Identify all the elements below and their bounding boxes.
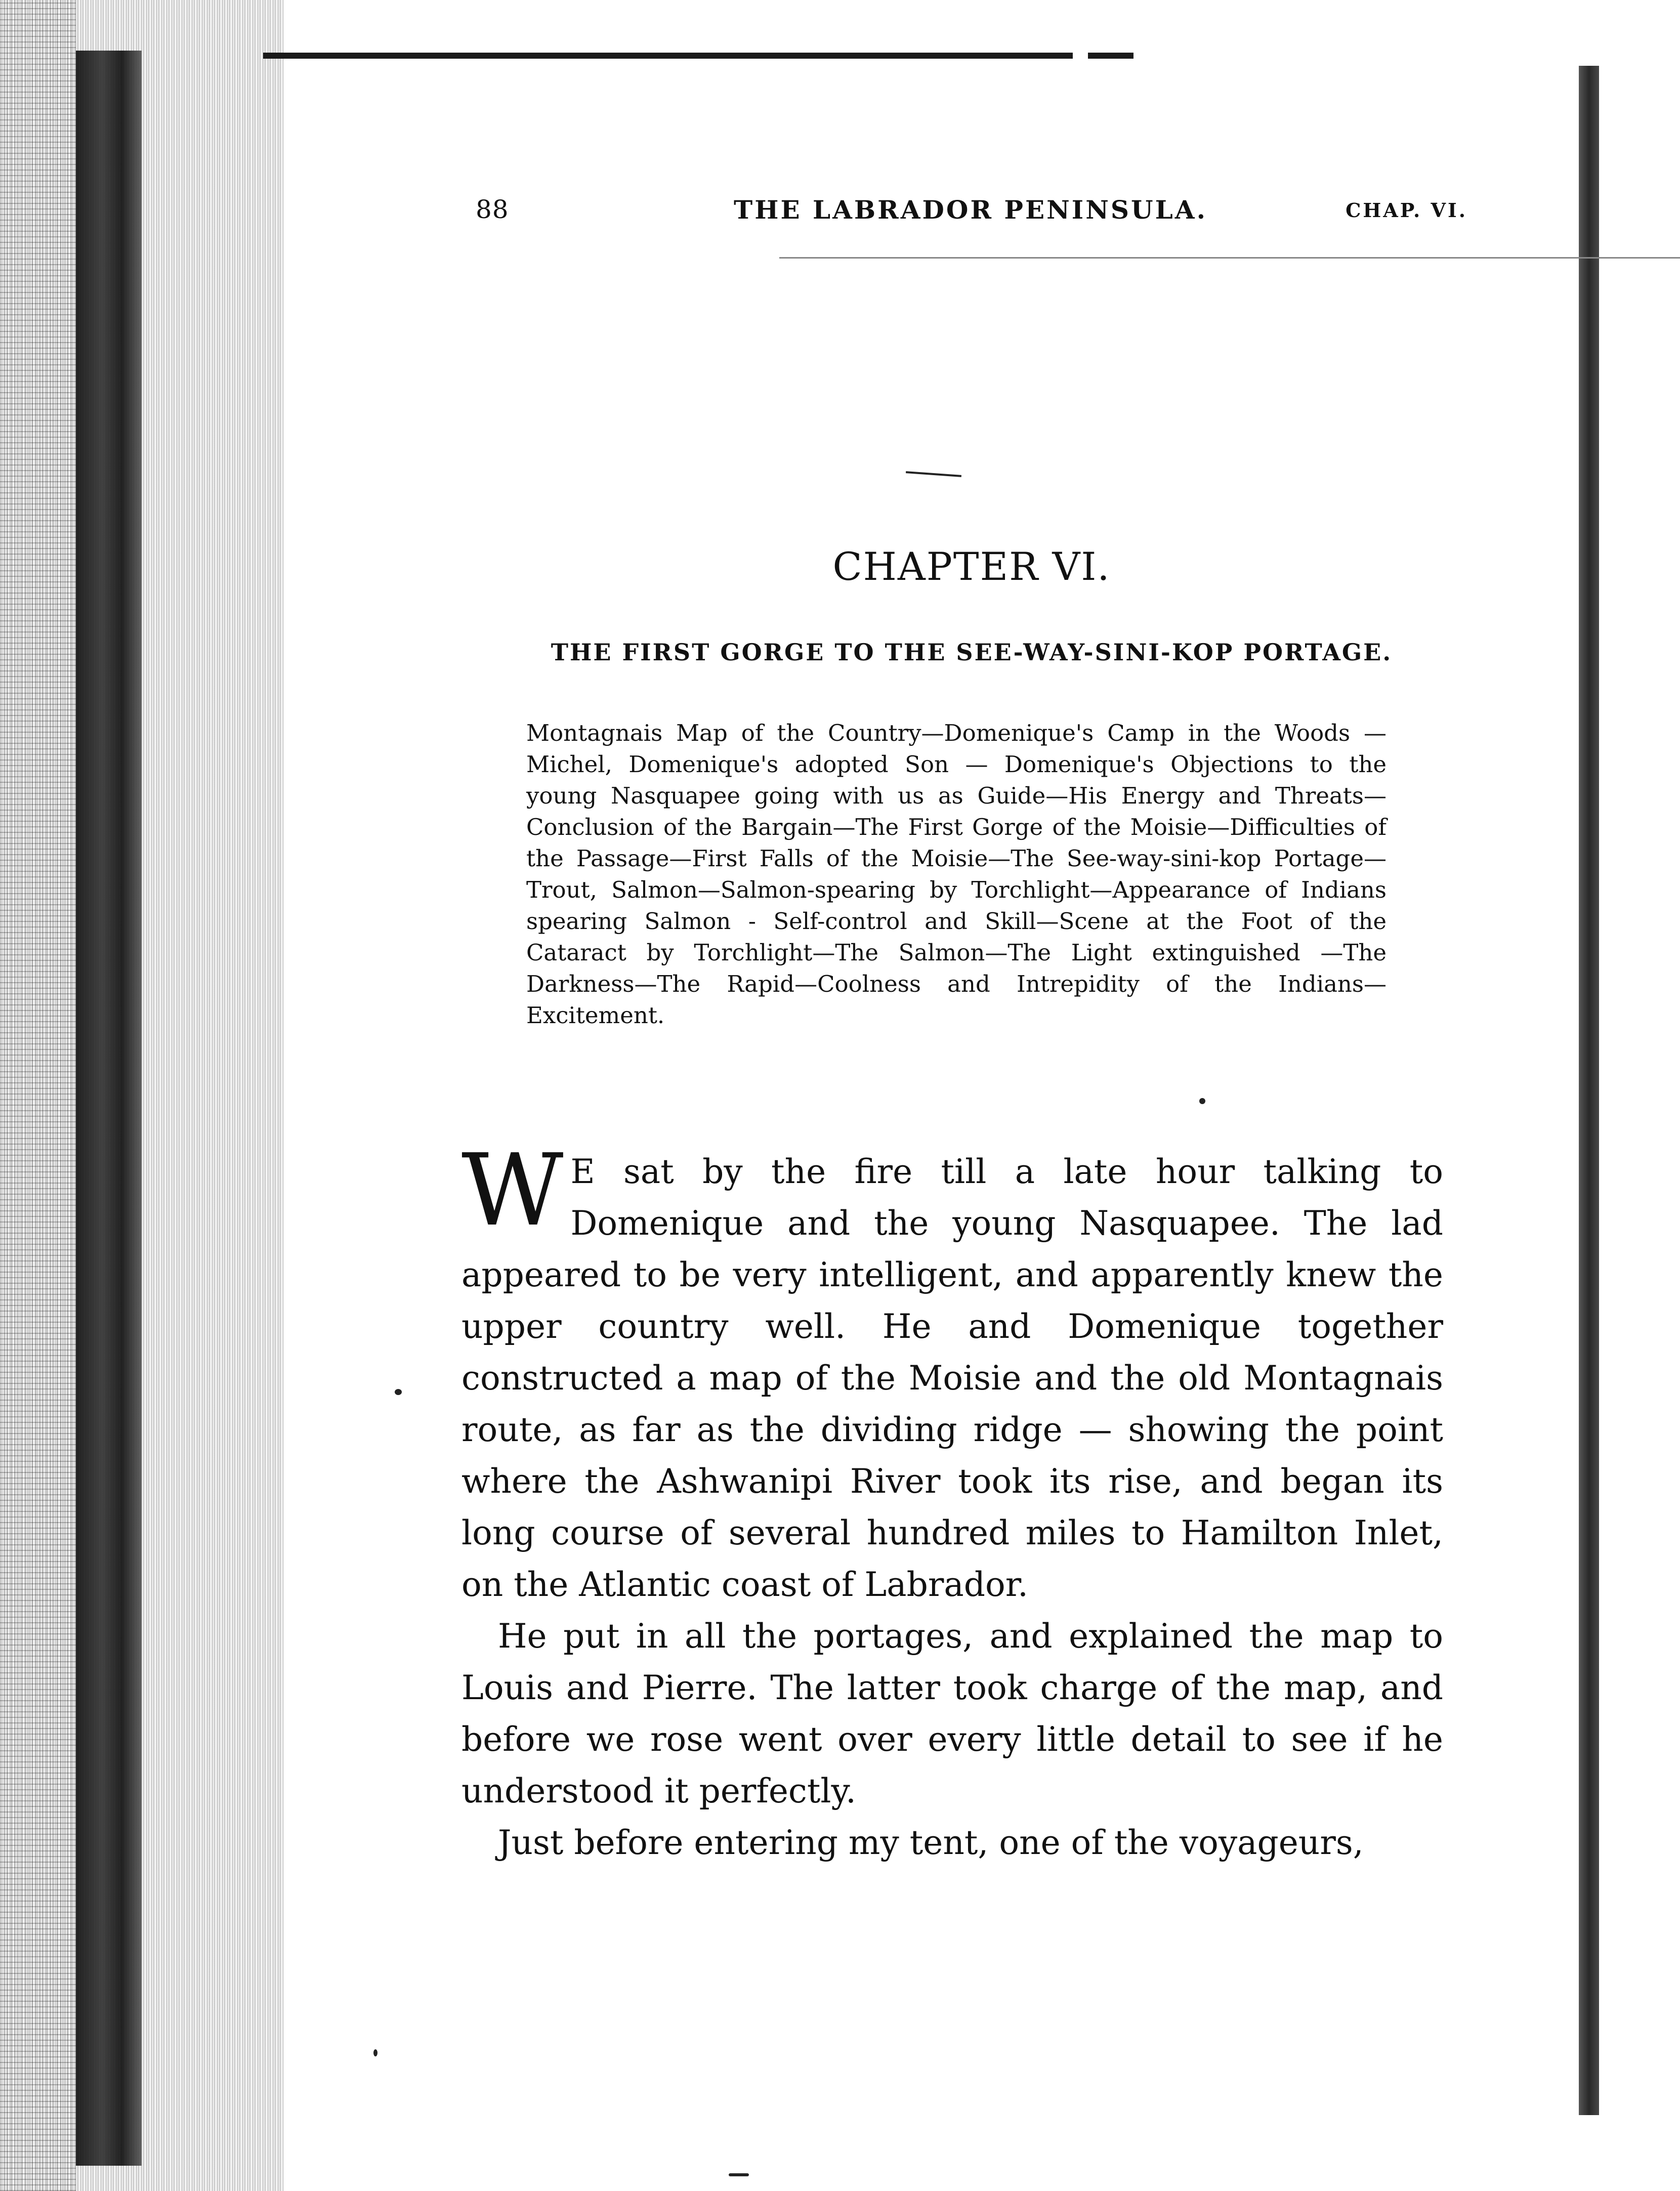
book-gutter-shadow	[76, 51, 142, 2166]
running-head	[476, 195, 1467, 230]
chapter-ornament	[906, 471, 961, 477]
scan-speck	[373, 2049, 377, 2056]
paragraph-2: He put in all the portages, and explained the map to Louis and Pierre. The latter took charge of the map, and before we rose went over every little detail to see if he understood it perfectly.	[461, 1617, 1443, 1810]
first-word-rest: E	[570, 1152, 595, 1191]
body-text	[461, 1133, 1443, 1869]
scan-speck	[729, 2173, 749, 2176]
header-rule	[779, 257, 1680, 259]
paragraph-1	[461, 1133, 1443, 1611]
page-number: 88	[476, 195, 509, 224]
scan-speck	[1199, 1098, 1205, 1104]
chapter-synopsis: Montagnais Map of the Country—Domenique's Camp in the Woods — Michel, Domenique's adopted Son — Domenique's Objections to the young Nasquapee going with us as Guide—His Energy and Threats—Conclusion of the Bargain—The First Gorge of the Moisie—Difficulties of the Passage—First Falls of the Moisie—The See-way-sini-kop Portage—Trout, Salmon—Salmon-spearing by Torchlight—Appearance of Indians spearing Salmon - Self-control and Skill—Scene at the Foot of the Cataract by Torchlight—The Salmon—The Light extinguished —The Darkness—The Rapid—Coolness and Intrepidity of the Indians—Excitement.	[526, 720, 1387, 1029]
drop-cap: W	[461, 1133, 564, 1248]
chapter-reference: CHAP. VI.	[1346, 199, 1467, 222]
chapter-title: CHAPTER VI.	[832, 544, 1111, 589]
running-title: THE LABRADOR PENINSULA.	[734, 195, 1207, 225]
paragraph-3: Just before entering my tent, one of the voyageurs,	[498, 1823, 1364, 1862]
top-scan-edge-fragment	[1088, 53, 1133, 59]
right-scan-edge	[1579, 66, 1599, 2115]
book-spine-edge	[0, 0, 76, 2191]
paragraph-1-text: sat by the fire till a late hour talking to Domenique and the young Nasquapee. The lad appeared to be very intelligent, and apparently knew the upper country well. He and Domenique together constructed a map of the Moisie and the old Montagnais route, as far as the dividing ridge — showing the point where the Ashwanipi River took its rise, and began its long course of several hundred miles to Hamilton Inlet, on the Atlantic coast of Labrador.	[461, 1152, 1443, 1604]
chapter-subtitle: THE FIRST GORGE TO THE SEE-WAY-SINI-KOP PORTAGE.	[551, 639, 1393, 666]
scan-speck	[395, 1389, 402, 1395]
top-scan-edge	[263, 53, 1073, 59]
